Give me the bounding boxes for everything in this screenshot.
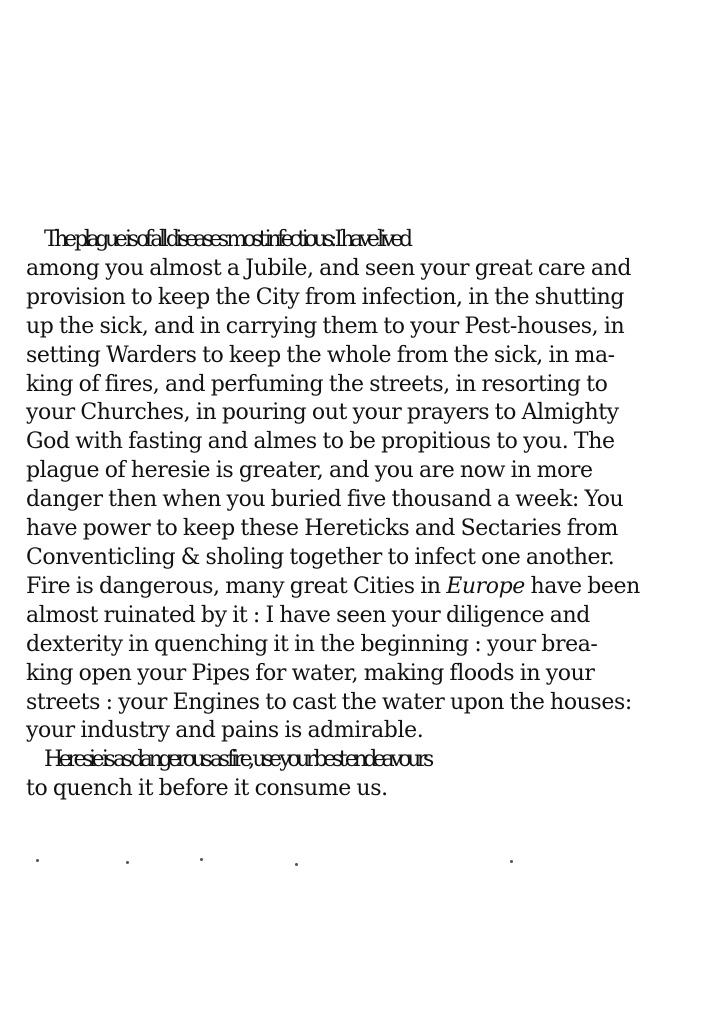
text-line: streets : your Engines to cast the water upon the houses:: [26, 689, 632, 715]
text-line: up the sick, and in carrying them to your Pest-houses, in: [26, 313, 625, 339]
text-line: provision to keep the City from infection, in the shutting: [26, 284, 625, 310]
text-line: have power to keep these Hereticks and Sectaries from: [26, 516, 618, 542]
text-line: danger then when you buried five thousand a week: You: [26, 487, 624, 513]
text-line: Conventicling & sholing together to infect one another.: [26, 544, 615, 570]
text-line: The plague is of all diseases most infectious: I have lived: [44, 227, 409, 252]
text-line: king of fires, and perfuming the streets, in resorting to: [26, 371, 608, 397]
text-line: Fire is dangerous, many great Cities in Europe have been: [26, 573, 640, 599]
text-line: plague of heresie is greater, and you are now in more: [26, 458, 593, 484]
scan-speck: [200, 858, 203, 861]
scan-speck: [126, 861, 129, 864]
text-line: dexterity in quenching it in the beginning : your brea-: [26, 631, 598, 657]
scan-speck: [510, 860, 513, 863]
text-line: almost ruinated by it : I have seen your diligence and: [26, 602, 590, 628]
scan-speck: [36, 859, 39, 862]
text-line: among you almost a Jubile, and seen your great care and: [26, 255, 632, 281]
text-line: king open your Pipes for water, making floods in your: [26, 660, 595, 686]
text-line: your Churches, in pouring out your prayers to Almighty: [26, 400, 619, 426]
scan-noise: [30, 855, 590, 869]
text-line: God with fasting and almes to be propitious to you. The: [26, 429, 615, 455]
italic-word: Europe: [446, 573, 525, 599]
body-text: [26, 226, 702, 804]
text-line: to quench it before it consume us.: [26, 776, 388, 802]
scan-speck: [295, 863, 298, 866]
text-line: your industry and pains is admirable.: [26, 718, 424, 744]
text-line: Heresie is as dangerous as fire, use your best endeavours: [44, 747, 430, 773]
text-line: setting Warders to keep the whole from the sick, in ma-: [26, 342, 615, 368]
